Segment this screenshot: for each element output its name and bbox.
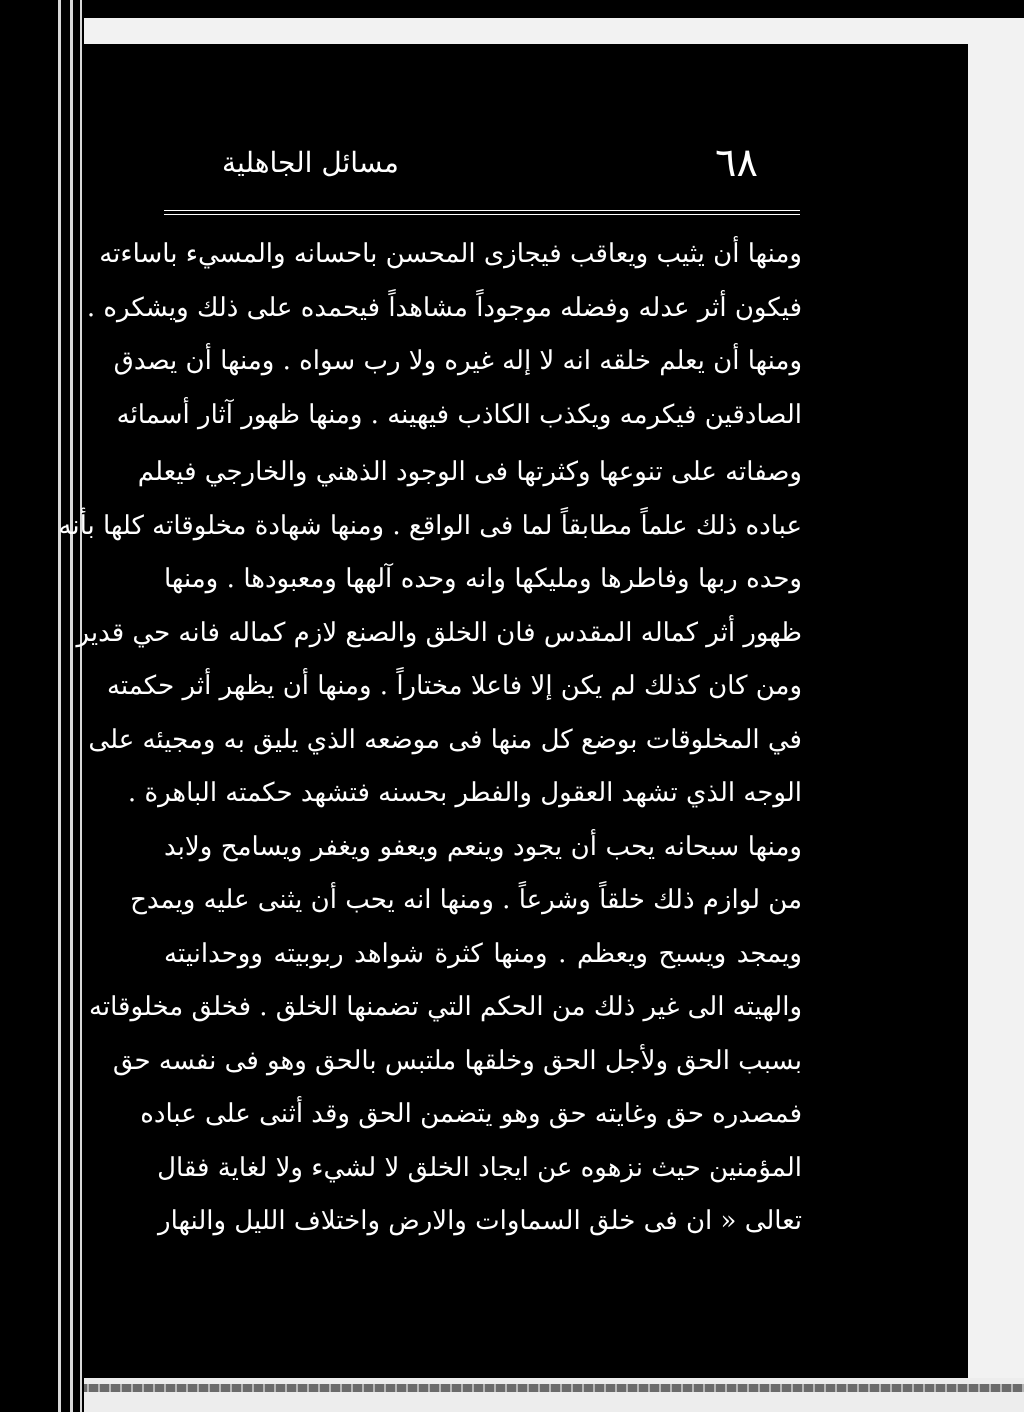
text-line: فمصدره حق وغايته حق وهو يتضمن الحق وقد أثنى على عباده bbox=[140, 1099, 802, 1129]
text-line: ويمجد ويسبح ويعظم . ومنها كثرة شواهد ربوبيته ووحدانيته bbox=[164, 938, 802, 969]
text-line: الصادقين فيكرمه ويكذب الكاذب فيهينه . ومنها ظهور آثار أسمائه bbox=[116, 399, 802, 430]
text-line: بسبب الحق ولأجل الحق وخلقها ملتبس بالحق وهو فى نفسه حق bbox=[112, 1045, 802, 1076]
text-line: ومنها أن يعلم خلقه انه لا إله غيره ولا رب سواه . ومنها أن يصدق bbox=[113, 346, 802, 376]
text-line: الوجه الذي تشهد العقول والفطر بحسنه فتشهد حكمته الباهرة . bbox=[127, 778, 802, 808]
text-line: ومن كان كذلك لم يكن إلا فاعلا مختاراً . ومنها أن يظهر أثر حكمته bbox=[106, 671, 802, 701]
text-line: ومنها سبحانه يحب أن يجود وينعم ويعفو ويغفر ويسامح ولابد bbox=[164, 831, 802, 862]
page-border-right bbox=[968, 18, 1024, 1412]
text-line: عباده ذلك علماً مطابقاً لما فى الواقع . ومنها شهادة مخلوقاته كلها بأنه bbox=[58, 510, 802, 541]
book-page bbox=[58, 130, 810, 1240]
text-line: تعالى « ان فى خلق السماوات والارض واختلاف الليل والنهار bbox=[158, 1206, 802, 1236]
text-line: فيكون أثر عدله وفضله موجوداً مشاهداً فيحمده على ذلك ويشكره . bbox=[86, 292, 802, 323]
page-border-top bbox=[84, 18, 1024, 44]
text-line: وحده ربها وفاطرها ومليكها وانه وحده آلهها ومعبودها . ومنها bbox=[164, 564, 802, 594]
scan-edge bbox=[0, 0, 86, 1412]
header-rule bbox=[164, 210, 800, 216]
binding-line bbox=[58, 0, 61, 1412]
text-line: المؤمنين حيث نزهوه عن ايجاد الخلق لا لشيء ولا لغاية فقال bbox=[157, 1152, 802, 1183]
scan-noise bbox=[84, 1384, 1024, 1392]
binding-line bbox=[80, 0, 82, 1412]
text-line: في المخلوقات بوضع كل منها فى موضعه الذي يليق به ومجيئه على bbox=[88, 724, 802, 755]
body-text bbox=[58, 228, 810, 1249]
running-head bbox=[140, 130, 810, 190]
text-line: ظهور أثر كماله المقدس فان الخلق والصنع لازم كماله فانه حي قدير bbox=[76, 617, 802, 648]
text-line: والهيته الى غير ذلك من الحكم التي تضمنها الخلق . فخلق مخلوقاته bbox=[88, 992, 802, 1022]
text-line: وصفاته على تنوعها وكثرتها فى الوجود الذهني والخارجي فيعلم bbox=[137, 457, 802, 487]
page-number: ٦٨ bbox=[715, 140, 758, 186]
text-line: ومنها أن يثيب ويعاقب فيجازى المحسن باحسانه والمسيء باساءته bbox=[99, 239, 802, 269]
text-line: من لوازم ذلك خلقاً وشرعاً . ومنها انه يحب أن يثنى عليه ويمدح bbox=[130, 885, 802, 915]
running-title: مسائل الجاهلية bbox=[222, 146, 399, 179]
binding-line bbox=[70, 0, 73, 1412]
